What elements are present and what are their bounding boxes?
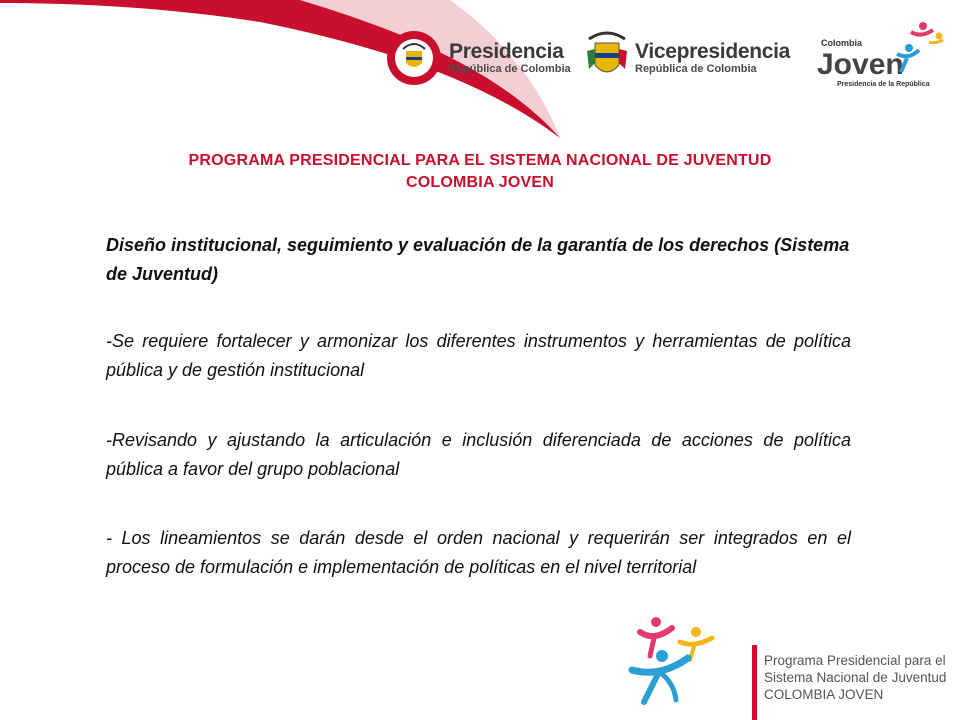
youth-figures-icon bbox=[622, 612, 718, 712]
footer-line-1: Programa Presidencial para el bbox=[764, 653, 946, 668]
presidencia-name: Presidencia bbox=[449, 39, 564, 63]
vicepresidencia-name: Vicepresidencia bbox=[635, 39, 791, 63]
colombia-joven-bottom-text: Presidencia de la República bbox=[837, 81, 930, 88]
page-title bbox=[60, 150, 900, 194]
presidencia-subtitle: República de Colombia bbox=[449, 62, 571, 75]
logo-colombia-joven bbox=[815, 18, 945, 98]
section-subtitle: Diseño institucional, seguimiento y evaluación de la garantía de los derechos (Sistema de Juventud) bbox=[106, 235, 850, 284]
page-title-line1: PROGRAMA PRESIDENCIAL PARA EL SISTEMA NACIONAL DE JUVENTUD bbox=[188, 152, 772, 169]
paragraph-2: -Revisando y ajustando la articulación e inclusión diferenciada de acciones de política pública a favor del grupo poblacional bbox=[106, 430, 851, 479]
footer-divider bbox=[752, 645, 757, 720]
paragraph-1: -Se requiere fortalecer y armonizar los diferentes instrumentos y herramientas de política pública y de gestión institucional bbox=[106, 331, 851, 380]
header-logos bbox=[385, 18, 945, 98]
footer-line-3: COLOMBIA JOVEN bbox=[764, 687, 884, 702]
paragraph-3: - Los lineamientos se darán desde el orden nacional y requerirán ser integrados en el proceso de formulación e implementación de políticas en el nivel territorial bbox=[106, 528, 851, 577]
logo-presidencia bbox=[385, 18, 585, 98]
footer-line-2: Sistema Nacional de Juventud bbox=[764, 670, 947, 685]
page-title-line2: COLOMBIA JOVEN bbox=[406, 174, 554, 191]
colombia-joven-word-text: Joven bbox=[817, 48, 904, 81]
presidencia-seal-icon bbox=[385, 29, 443, 87]
colombia-joven-logo-icon bbox=[815, 18, 945, 98]
logo-vicepresidencia bbox=[585, 18, 805, 98]
coat-of-arms-icon bbox=[585, 29, 629, 87]
vicepresidencia-subtitle: República de Colombia bbox=[635, 62, 757, 75]
footer-program-name bbox=[764, 652, 960, 703]
colombia-joven-top-text: Colombia bbox=[821, 38, 863, 48]
